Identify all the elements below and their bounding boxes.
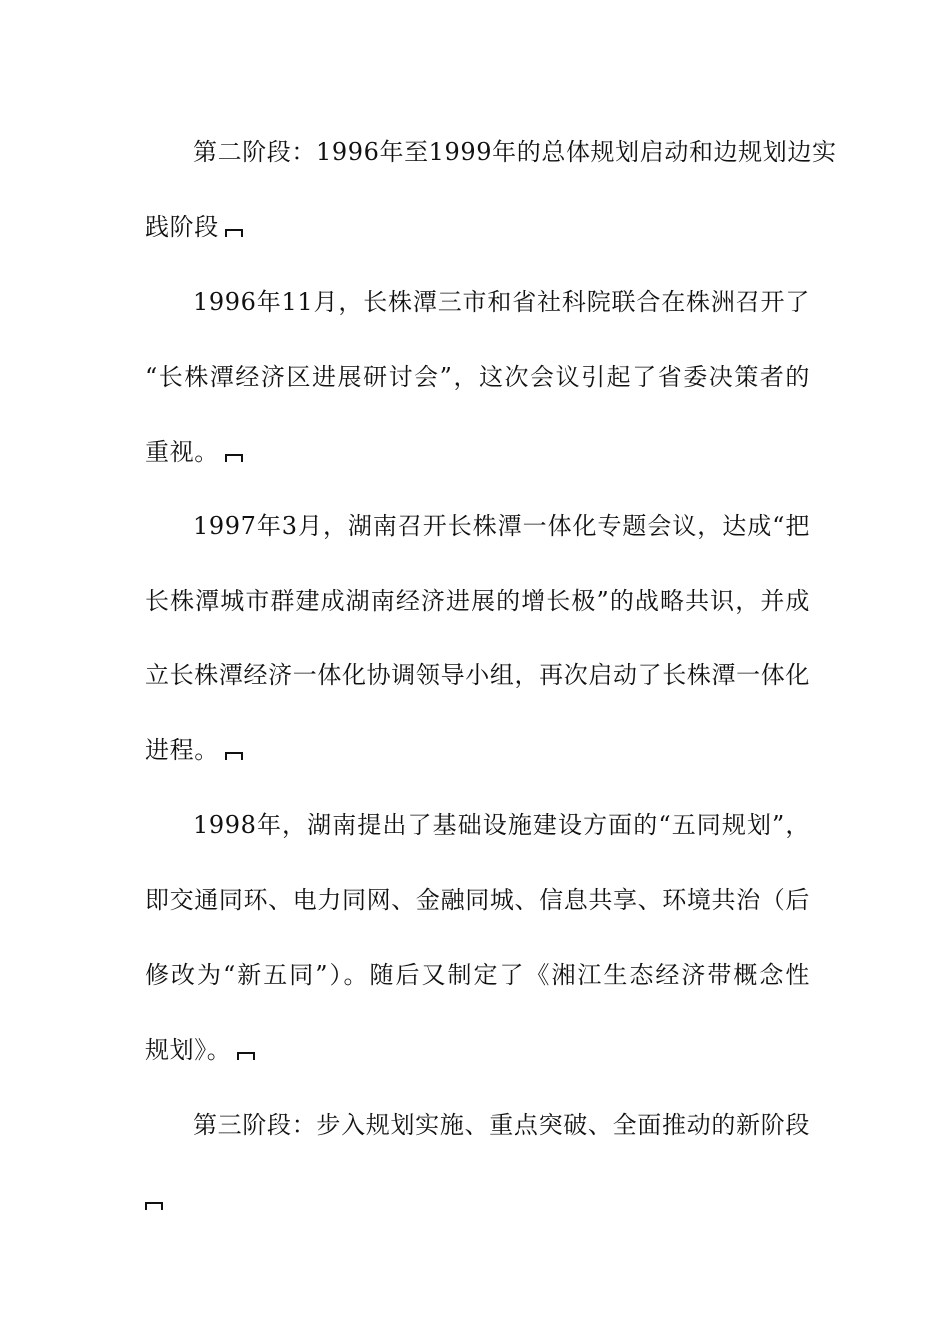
text-span: 重视。 (145, 438, 219, 466)
paragraph-line (193, 805, 810, 845)
text-span: 长株潭城市群建成湖南经济进展的增长极”的战略共识，并成 (145, 587, 810, 615)
paragraph-line (193, 282, 810, 322)
paragraph-line (145, 955, 810, 995)
paragraph-line (145, 880, 810, 920)
paragraph-line (145, 1180, 810, 1220)
text-span: 进程。 (145, 736, 219, 764)
paragraph-mark-icon (145, 1202, 163, 1210)
paragraph-line (145, 581, 810, 621)
text-span: 第二阶段：1996年至1999年的总体规划启动和边规划边实 (193, 138, 837, 166)
paragraph-line (145, 207, 810, 247)
paragraph-line (145, 730, 810, 770)
text-span: 1997年3月，湖南召开长株潭一体化专题会议，达成“把 (193, 512, 810, 540)
paragraph-line (145, 655, 810, 695)
paragraph-line (193, 1105, 810, 1145)
text-span: 1996年11月，长株潭三市和省社科院联合在株洲召开了 (193, 288, 810, 316)
paragraph-mark-icon (225, 454, 243, 462)
paragraph-mark-icon (237, 1052, 255, 1060)
text-span: “长株潭经济区进展研讨会”，这次会议引起了省委决策者的 (145, 363, 810, 391)
text-span: 规划》。 (145, 1036, 232, 1064)
paragraph-line (145, 357, 810, 397)
paragraph-line (193, 132, 837, 172)
text-span: 修改为“新五同”）。随后又制定了《湘江生态经济带概念性 (145, 961, 810, 989)
paragraph-line (193, 506, 810, 546)
text-span: 第三阶段：步入规划实施、重点突破、全面推动的新阶段 (193, 1111, 810, 1139)
text-span: 即交通同环、电力同网、金融同城、信息共享、环境共治（后 (145, 886, 810, 914)
paragraph-line (145, 432, 810, 472)
text-span: 立长株潭经济一体化协调领导小组，再次启动了长株潭一体化 (145, 661, 810, 689)
paragraph-mark-icon (225, 229, 243, 237)
paragraph-mark-icon (225, 752, 243, 760)
paragraph-line (145, 1030, 810, 1070)
text-span: 1998年，湖南提出了基础设施建设方面的“五同规划”， (193, 811, 810, 839)
text-span: 践阶段 (145, 213, 219, 241)
